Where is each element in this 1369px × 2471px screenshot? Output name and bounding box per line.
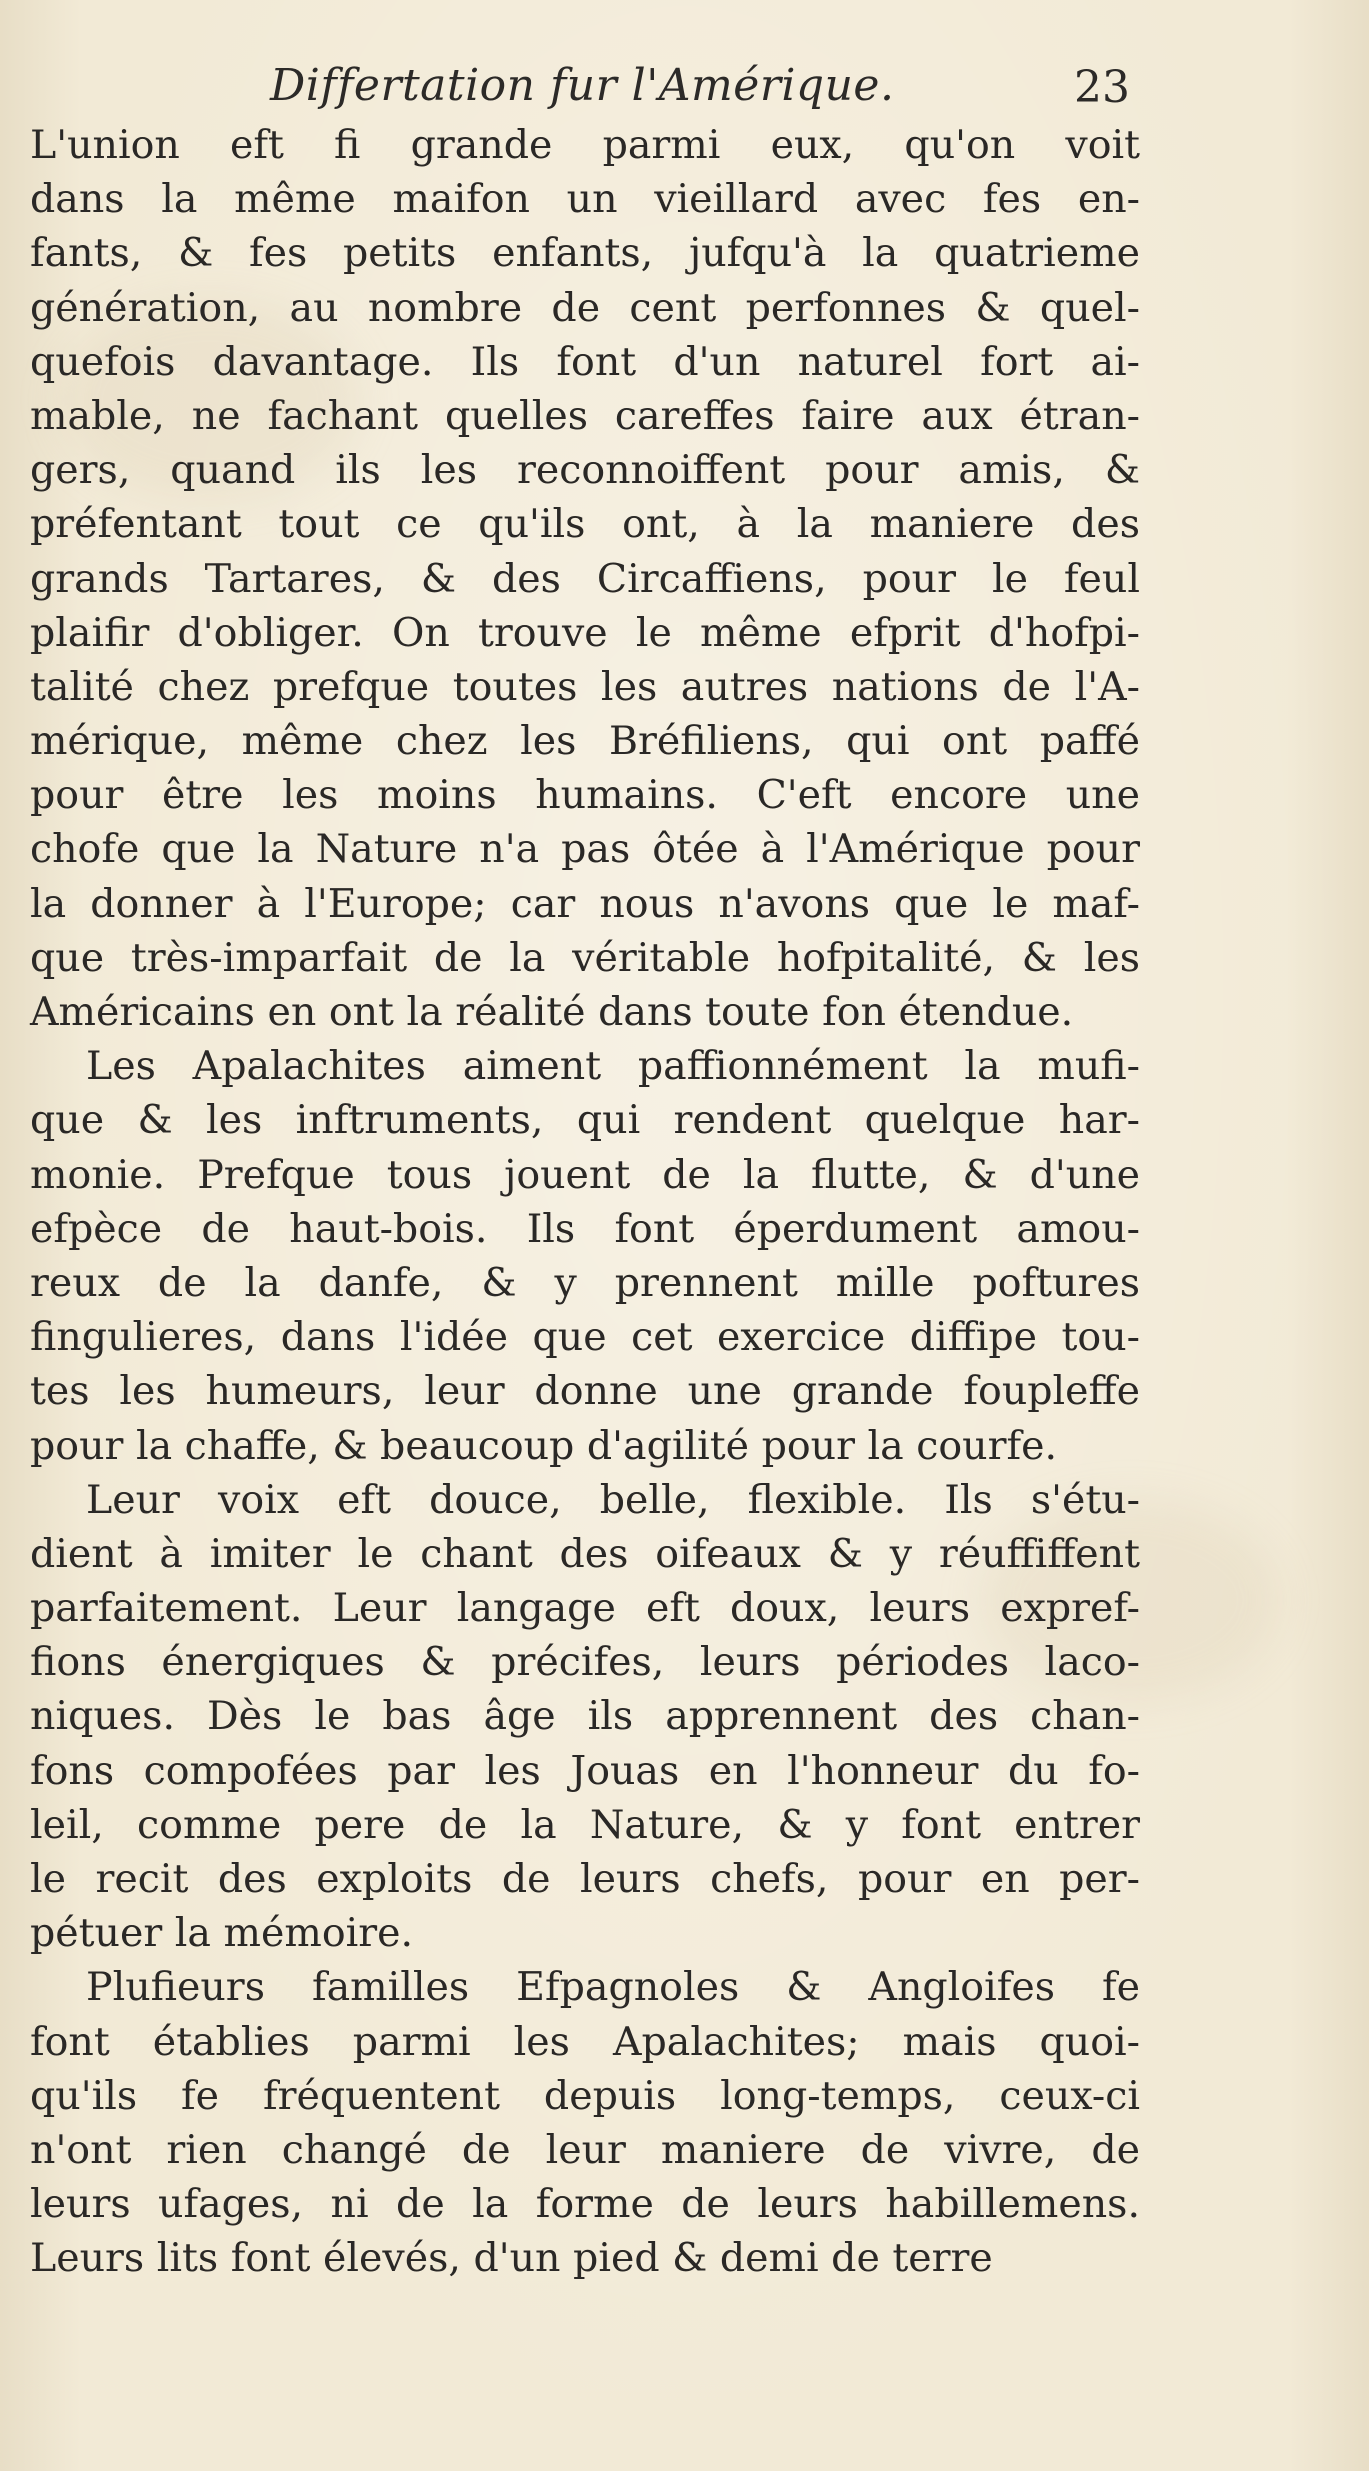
text-line: Leurs lits font élevés, d'un pied & demi de terre [30, 2235, 993, 2282]
text-line: Plufieurs familles Efpagnoles & Angloifes fe [86, 1964, 1140, 2011]
text-line: la donner à l'Europe; car nous n'avons que le maf- [30, 880, 1140, 927]
running-title: Differtation fur l'Amérique. [270, 60, 895, 111]
text-line: niques. Dès le bas âge ils apprennent des chan- [30, 1693, 1140, 1740]
text-line: chofe que la Nature n'a pas ôtée à l'Amérique pour [30, 826, 1140, 873]
text-line: monie. Prefque tous jouent de la flutte, & d'une [30, 1151, 1140, 1198]
text-line: mérique, même chez les Bréfiliens, qui ont paffé [30, 718, 1140, 765]
text-line: fingulieres, dans l'idée que cet exercice diffipe tou- [30, 1314, 1140, 1361]
text-line: dans la même maifon un vieillard avec fes en- [30, 176, 1140, 223]
text-line: génération, au nombre de cent perfonnes & quel- [30, 284, 1140, 331]
text-line: gers, quand ils les reconnoiffent pour amis, & [30, 447, 1140, 494]
text-line: quefois davantage. Ils font d'un naturel fort ai- [30, 338, 1140, 385]
text-line: dient à imiter le chant des oifeaux & y réuffiffent [30, 1530, 1140, 1577]
text-line: efpèce de haut-bois. Ils font éperdument amou- [30, 1205, 1140, 1252]
text-line: parfaitement. Leur langage eft doux, leurs expref- [30, 1585, 1140, 1632]
text-line: plaifir d'obliger. On trouve le même efprit d'hofpi- [30, 609, 1140, 656]
text-line: n'ont rien changé de leur maniere de vivre, de [30, 2126, 1140, 2173]
text-line: pour être les moins humains. C'eft encore une [30, 772, 1140, 819]
text-line: pétuer la mémoire. [30, 1910, 414, 1957]
text-line: mable, ne fachant quelles careffes faire aux étran- [30, 392, 1140, 439]
page-number: 23 [1074, 62, 1130, 113]
text-line: grands Tartares, & des Circaffiens, pour le feul [30, 555, 1140, 602]
text-line: talité chez prefque toutes les autres nations de l'A- [30, 663, 1140, 710]
text-line: Leur voix eft douce, belle, flexible. Ils s'étu- [86, 1476, 1140, 1523]
body-text [30, 118, 1140, 2286]
text-line: leil, comme pere de la Nature, & y font entrer [30, 1801, 1140, 1848]
text-line: leurs ufages, ni de la forme de leurs habillemens. [30, 2181, 1140, 2228]
text-line: tes les humeurs, leur donne une grande foupleffe [30, 1368, 1140, 1415]
text-line: font établies parmi les Apalachites; mais quoi- [30, 2018, 1140, 2065]
text-line: fants, & fes petits enfants, jufqu'à la quatrieme [30, 230, 1140, 277]
text-line: reux de la danfe, & y prennent mille poftures [30, 1259, 1140, 1306]
text-line: L'union eft fi grande parmi eux, qu'on voit [30, 122, 1140, 168]
text-line: le recit des exploits de leurs chefs, pour en per- [30, 1856, 1140, 1902]
text-line: que & les inftruments, qui rendent quelque har- [30, 1097, 1140, 1144]
text-line: qu'ils fe fréquentent depuis long-temps, ceux-ci [30, 2072, 1140, 2119]
text-line: Américains en ont la réalité dans toute fon étendue. [30, 989, 1074, 1035]
text-line: fions énergiques & précifes, leurs périodes laco- [30, 1639, 1140, 1686]
text-line: pour la chaffe, & beaucoup d'agilité pour la courfe. [30, 1422, 1058, 1469]
text-line: Les Apalachites aiment paffionnément la mufi- [86, 1043, 1140, 1090]
text-line: que très-imparfait de la véritable hofpitalité, & les [30, 934, 1140, 981]
text-line: fons compofées par les Jouas en l'honneur du fo- [30, 1747, 1140, 1794]
text-line: préfentant tout ce qu'ils ont, à la maniere des [30, 501, 1140, 548]
